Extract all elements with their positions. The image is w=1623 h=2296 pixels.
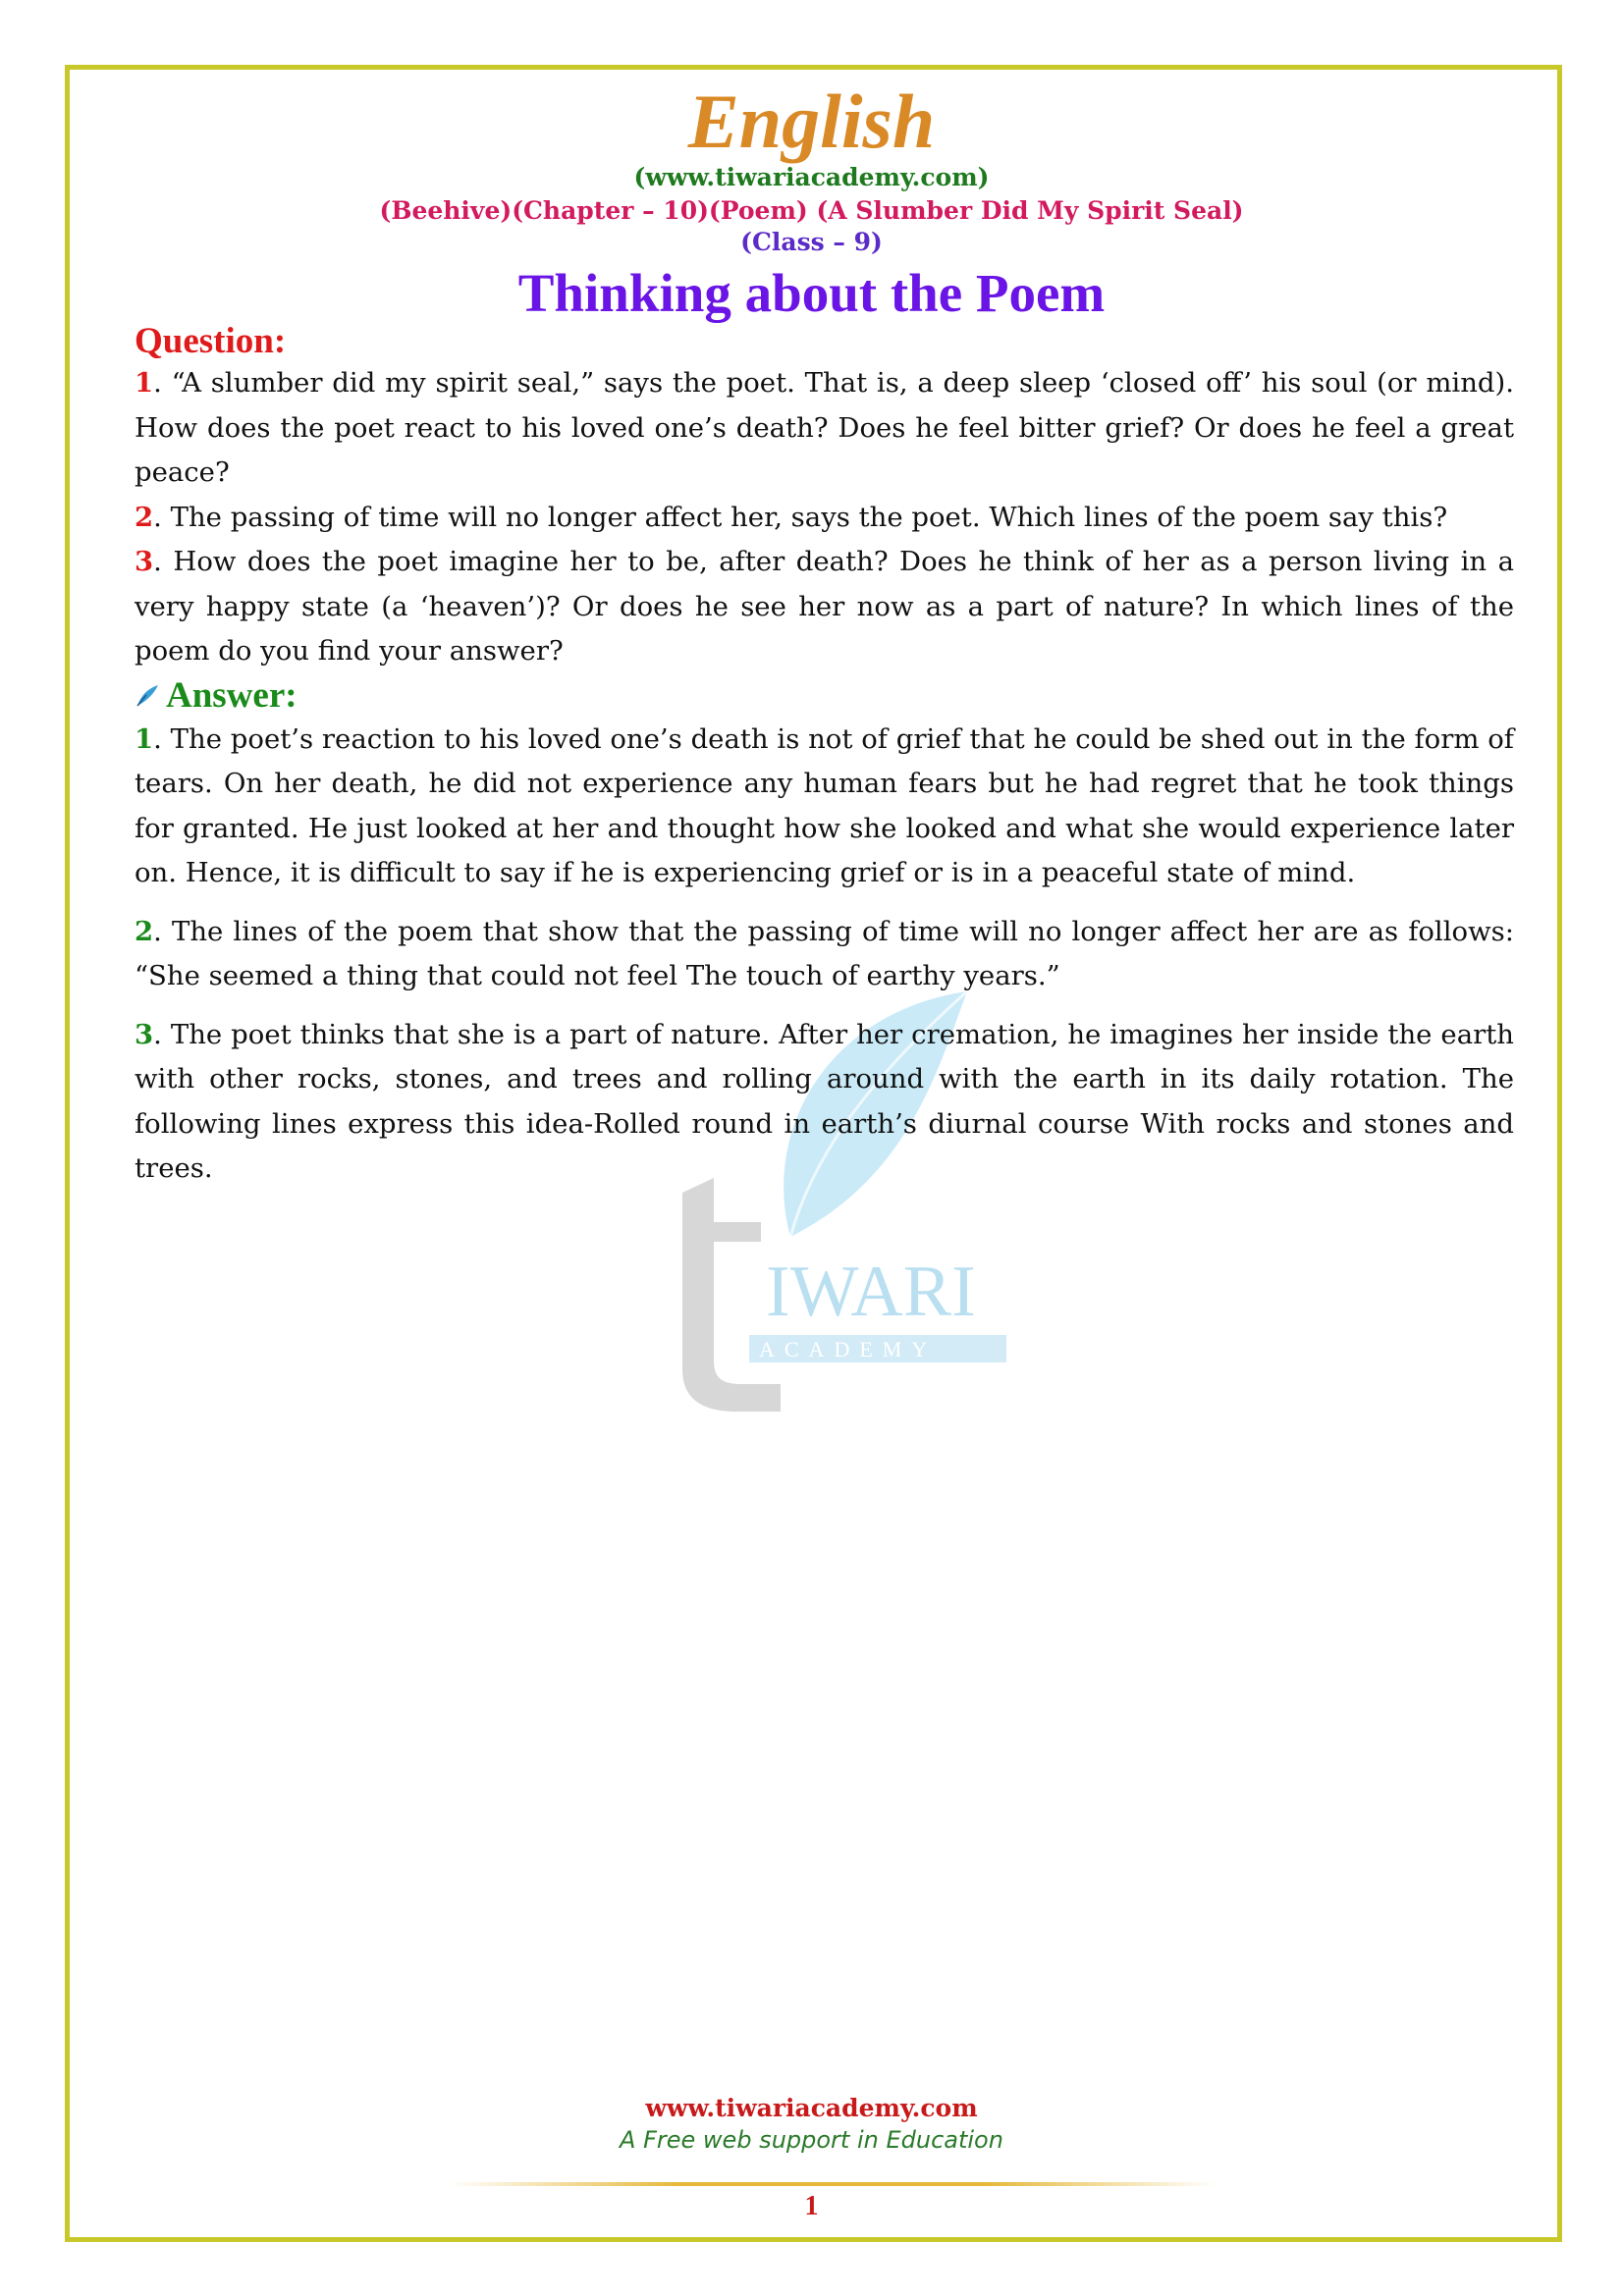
content	[135, 322, 1514, 1205]
answer-item	[135, 718, 1514, 896]
question-text: . The passing of time will no longer affect her, says the poet. Which lines of the poem say this?	[153, 501, 1448, 533]
quill-icon	[135, 683, 160, 709]
answer-number: 3	[135, 1018, 154, 1050]
page-number: 1	[804, 2191, 819, 2221]
footer-website[interactable]: www.tiwariacademy.com	[645, 2094, 978, 2122]
footer-divider	[450, 2182, 1216, 2186]
question-item	[135, 540, 1514, 674]
answer-text: . The poet’s reaction to his loved one’s death is not of grief that he could be shed out in the form of tears. On her death, he did not experience any human fears but he had regret that he took things for granted. He just looked at her and thought how she looked and what she would experience later on. Hence, it is difficult to say if he is experiencing grief or is in a peaceful state of mind.	[135, 722, 1514, 888]
question-number: 1	[135, 367, 154, 399]
question-item	[135, 361, 1514, 496]
page-footer	[0, 2093, 1623, 2156]
page-header	[0, 79, 1623, 326]
section-title: Thinking about the Poem	[517, 263, 1106, 323]
answer-text: . The lines of the poem that show that the passing of time will no longer affect her are as follows: “She seemed a thing that could not feel The touch of earthy years.”	[135, 915, 1514, 991]
header-website[interactable]: (www.tiwariacademy.com)	[633, 163, 990, 191]
answer-text: . The poet thinks that she is a part of nature. After her cremation, he imagines her inside the earth with other rocks, stones, and trees and rolling around with the earth in its daily rotation. The following lines express this idea-Rolled round in earth’s diurnal course With rocks and stones and trees.	[135, 1018, 1514, 1184]
watermark-sub: ACADEMY	[759, 1337, 938, 1362]
question-text: . “A slumber did my spirit seal,” says the poet. That is, a deep sleep ‘closed off’ his soul (or mind). How does the poet react to his loved one’s death? Does he feel bitter grief? Or does he feel a great peace?	[135, 367, 1514, 488]
answer-heading: Answer:	[166, 674, 298, 716]
answer-item	[135, 910, 1514, 999]
answer-heading-row	[135, 674, 1514, 718]
answer-item	[135, 1013, 1514, 1192]
watermark-name: IWARI	[766, 1252, 976, 1332]
class-line: (Class – 9)	[740, 228, 883, 256]
subject-title: English	[687, 79, 936, 164]
question-text: . How does the poet imagine her to be, after death? Does he think of her as a person living in a very happy state (a ‘heaven’)? Or does he see her now as a part of nature? In which lines of the poem do you find your answer?	[135, 546, 1514, 667]
question-heading: Question:	[135, 321, 287, 361]
answer-number: 2	[135, 915, 154, 947]
chapter-line: (Beehive)(Chapter – 10)(Poem) (A Slumber Did My Spirit Seal)	[379, 196, 1244, 225]
answer-number: 1	[135, 722, 154, 755]
footer-tagline: A Free web support in Education	[620, 2126, 1003, 2154]
question-number: 2	[135, 501, 154, 533]
question-number: 3	[135, 546, 154, 577]
question-item	[135, 496, 1514, 541]
